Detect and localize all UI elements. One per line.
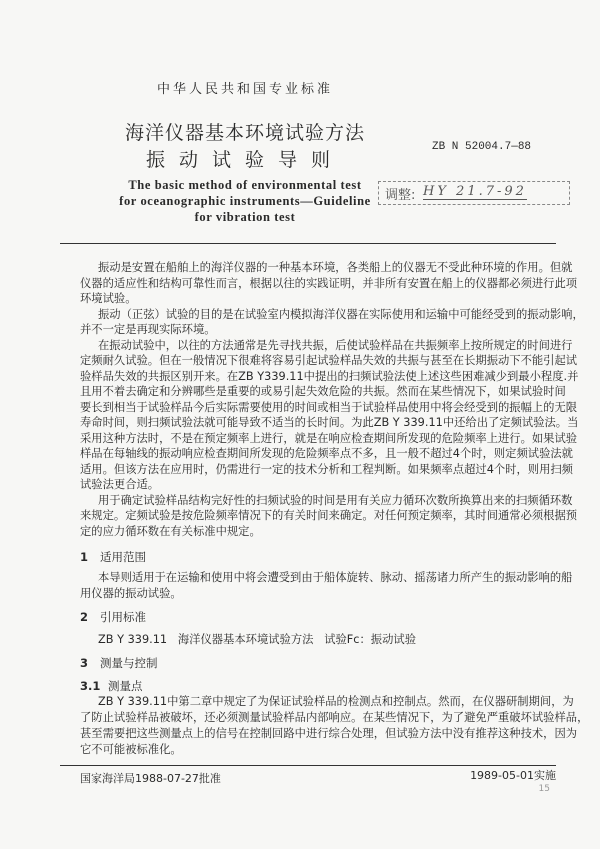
body-line: 定频耐久试验。但在一般情况下很难将容易引起试验样品失效的共振与甚至在长期振动下不能引起试 bbox=[80, 354, 578, 367]
section-1-heading bbox=[80, 549, 146, 565]
body-line: 用仪器的振动试验。 bbox=[80, 587, 182, 600]
section-number: 2 bbox=[80, 610, 89, 624]
english-title-line: for oceanographic instruments—Guideline bbox=[119, 194, 371, 208]
section-title: 测量与控制 bbox=[100, 656, 158, 670]
body-line: ZB Y 339.11中第二章中规定了为保证试验样品的检测点和控制点。然而，在仪器研制期间，为 bbox=[98, 695, 574, 708]
body-line: 来规定。定频试验是按危险频率情况下的有关时间来确定。对任何预定频率，其时间通常必须根据预 bbox=[80, 509, 578, 522]
section-2-heading bbox=[80, 609, 146, 625]
title-line-2: 振动试验导则 bbox=[145, 149, 345, 171]
body-line: 了防止试验样品被破坏，还必须测量试验样品内部响应。在某些情况下，为了避免严重破坏试验样品， bbox=[80, 711, 589, 724]
body-line: 振动是安置在船舶上的海洋仪器的一种基本环境，各类船上的仪器无不受此种环境的作用。但就 bbox=[98, 261, 573, 274]
body-line: 要长到相当于试验样品今后实际需要使用的时间或相当于试验样品使用中将会经受到的振幅上的无限 bbox=[80, 400, 578, 414]
body-line: 试验法更合适。 bbox=[80, 478, 160, 491]
section-title: 适用范围 bbox=[100, 550, 146, 564]
body-line: 验样品失效的共振区别开来。在ZB Y339.11中提出的扫频试验法使上述这些困难减少到最小程度.并 bbox=[80, 369, 579, 383]
body-line: 它不可能被标准化。 bbox=[80, 743, 182, 756]
section-number: 3 bbox=[80, 656, 89, 670]
body-line: 并不一定是再现实际环境。 bbox=[80, 323, 216, 336]
section-3-1-heading bbox=[80, 678, 143, 694]
body-line: 定的应力循环数在有关标准中规定。 bbox=[80, 524, 261, 538]
body-line: 甚至需要把这些测量点上的信号在控制回路中进行综合处理，但试验方法中没有推荐这种技术，因为 bbox=[80, 727, 578, 740]
adjustment-stamp bbox=[378, 181, 570, 205]
body-line: 环境试验。 bbox=[80, 292, 137, 305]
body-line: 适用。但该方法在应用时，仍需进行一定的技术分析和工程判断。如果频率点超过4个时，则用扫频 bbox=[80, 462, 573, 476]
body-line: 仪器的适应性和结构可靠性而言，根据以往的实践证明，并非所有安置在船上的仪器都必须进行此项 bbox=[80, 276, 578, 290]
body-line: 采用这种方法时，不是在预定频率上进行，就是在响应检查期间所发现的危险频率上进行。如果试验 bbox=[80, 431, 578, 445]
body-line: 本导则适用于在运输和使用中将会遭受到由于船体旋转、脉动、摇荡诸力所产生的振动影响的船 bbox=[98, 571, 573, 584]
section-number: 1 bbox=[80, 550, 89, 564]
section-3-heading bbox=[80, 655, 158, 671]
section-title: 测量点 bbox=[108, 679, 143, 693]
english-title-line: for vibration test bbox=[194, 210, 296, 224]
body-line: 寿命时间，则扫频试验法就可能导致不适当的长时间。为此ZB Y 339.11中还给出了定频试验法。当 bbox=[80, 416, 579, 429]
body-line: 且用不着去确定和分辨哪些是重要的或易引起失效危险的共振。然而在某些情况下，如果试验时间 bbox=[80, 385, 566, 398]
effective-date: 1989-05-01实施 bbox=[470, 769, 556, 782]
english-title-line: The basic method of environmental test bbox=[128, 178, 362, 192]
section-number: 3.1 bbox=[80, 679, 101, 693]
footer-rule bbox=[60, 765, 556, 766]
body-line: 在振动试验中，以往的方法通常是先寻找共振，后使试验样品在共振频率上按所规定的时间进行 bbox=[98, 338, 573, 352]
stamp-handwritten-value: HY 21.7-92 bbox=[423, 184, 527, 199]
header-rule bbox=[60, 243, 556, 244]
body-line: 样品在每轴线的振动响应检查期间所发现的危险频率点不多，且一般不超过4个时，则定频试验法就 bbox=[80, 447, 573, 460]
page-number: 15 bbox=[538, 784, 550, 794]
stamp-label: 调整: bbox=[385, 188, 416, 203]
country-standard-label: 中华人民共和国专业标准 bbox=[156, 82, 334, 97]
body-line: 振动（正弦）试验的目的是在试验室内模拟海洋仪器在实际使用和运输中可能经受到的振动影响， bbox=[98, 307, 584, 321]
approval-date: 国家海洋局1988-07-27批准 bbox=[80, 772, 221, 785]
title-line-1: 海洋仪器基本环境试验方法 bbox=[124, 122, 366, 144]
body-line: 用于确定试验样品结构完好性的扫频试验的时间是用有关应力循环次数所换算出来的扫频循环数 bbox=[98, 493, 573, 507]
standard-code: ZB N 52004.7—88 bbox=[432, 141, 532, 153]
section-title: 引用标准 bbox=[100, 610, 146, 624]
referenced-standard: ZB Y 339.11 海洋仪器基本环境试验方法 试验Fc：振动试验 bbox=[98, 633, 416, 646]
